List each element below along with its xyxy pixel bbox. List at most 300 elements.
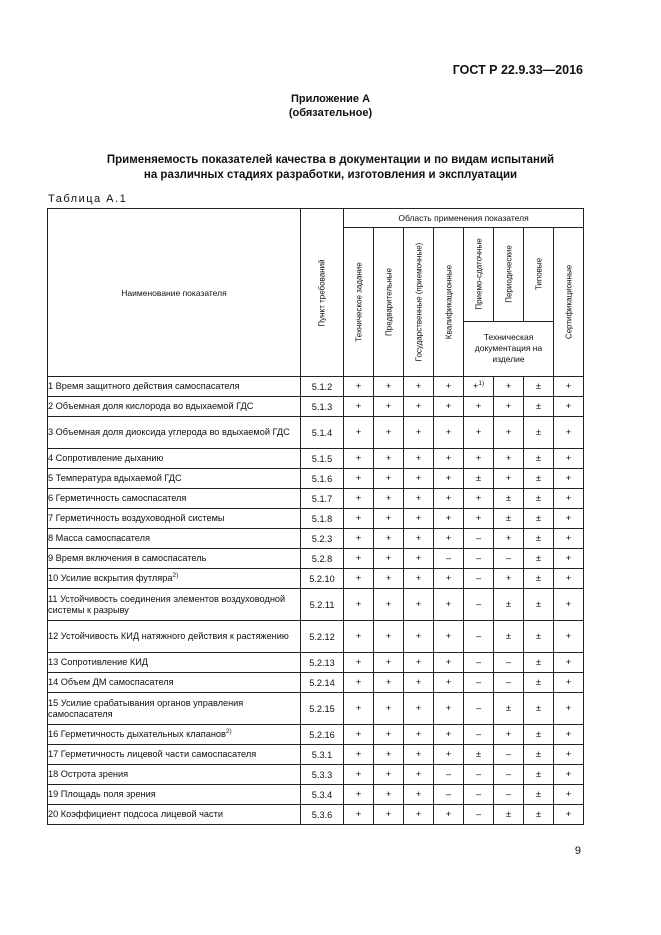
applicability-cell [434, 377, 464, 397]
applicability-cell [434, 509, 464, 529]
applicability-mark: + [415, 631, 422, 642]
table-row [48, 621, 584, 653]
applicability-mark: + [355, 703, 362, 714]
table-body [48, 377, 584, 825]
applicability-mark: – [505, 657, 512, 668]
applicability-cell [464, 805, 494, 825]
applicability-mark: ± [535, 599, 542, 610]
indicator-name-cell [48, 449, 301, 469]
applicability-cell [434, 397, 464, 417]
applicability-mark: ± [505, 599, 512, 610]
applicability-cell [464, 725, 494, 745]
indicator-name: 13 Сопротивление КИД [48, 657, 149, 667]
applicability-cell [374, 449, 404, 469]
applicability-mark: + [445, 473, 452, 484]
applicability-mark: + [445, 513, 452, 524]
applicability-cell [434, 653, 464, 673]
applicability-mark: + [475, 427, 482, 438]
applicability-table [47, 208, 584, 825]
applicability-mark: + [445, 573, 452, 584]
applicability-mark: – [445, 769, 452, 780]
applicability-cell [344, 785, 374, 805]
clause-cell: 5.2.13 [301, 653, 344, 673]
page-title-line-2: на различных стадиях разработки, изготовления и эксплуатации [143, 169, 518, 181]
applicability-cell [434, 589, 464, 621]
applicability-mark: – [475, 809, 482, 820]
applicability-cell [374, 589, 404, 621]
indicator-name: 6 Герметичность самоспасателя [48, 493, 187, 503]
header-col-8-label: Сертификационные [564, 264, 574, 340]
table-row [48, 653, 584, 673]
indicator-name-cell [48, 489, 301, 509]
header-col-4 [434, 228, 464, 377]
applicability-mark: + [565, 533, 572, 544]
indicator-name-cell [48, 569, 301, 589]
applicability-mark: + [445, 729, 452, 740]
applicability-cell [374, 569, 404, 589]
applicability-cell [554, 765, 584, 785]
applicability-mark: + [355, 789, 362, 800]
applicability-cell [524, 569, 554, 589]
applicability-mark: + [565, 427, 572, 438]
applicability-mark: + [385, 427, 392, 438]
table-row [48, 785, 584, 805]
applicability-cell [374, 621, 404, 653]
applicability-cell [464, 397, 494, 417]
indicator-name: 18 Острота зрения [48, 769, 129, 779]
applicability-cell [344, 529, 374, 549]
applicability-mark: + [475, 453, 482, 464]
applicability-cell [524, 529, 554, 549]
applicability-mark: + [505, 381, 512, 392]
applicability-cell [464, 489, 494, 509]
applicability-mark: – [475, 533, 482, 544]
applicability-cell [464, 653, 494, 673]
applicability-mark: + [385, 769, 392, 780]
indicator-name-cell [48, 725, 301, 745]
applicability-cell [554, 529, 584, 549]
applicability-mark: ± [535, 677, 542, 688]
applicability-cell [404, 397, 434, 417]
applicability-cell [344, 569, 374, 589]
applicability-cell [404, 569, 434, 589]
applicability-mark: + [505, 573, 512, 584]
applicability-mark: ± [535, 729, 542, 740]
applicability-cell [494, 725, 524, 745]
applicability-cell [344, 653, 374, 673]
applicability-mark: + [415, 493, 422, 504]
applicability-cell [344, 693, 374, 725]
applicability-cell [554, 489, 584, 509]
applicability-cell [524, 725, 554, 745]
applicability-cell [404, 673, 434, 693]
indicator-name: 4 Сопротивление дыханию [48, 453, 164, 463]
applicability-cell [344, 489, 374, 509]
applicability-mark: + [475, 401, 482, 412]
applicability-mark: ± [535, 381, 542, 392]
applicability-mark: + [445, 533, 452, 544]
applicability-mark: ± [535, 453, 542, 464]
header-application-area: Область применения показателя [344, 209, 584, 228]
applicability-cell [344, 725, 374, 745]
indicator-name-cell [48, 589, 301, 621]
applicability-mark: + [475, 513, 482, 524]
applicability-mark: + [355, 769, 362, 780]
applicability-mark: + [445, 453, 452, 464]
indicator-name-cell [48, 549, 301, 569]
header-col-6 [494, 228, 524, 322]
applicability-mark: – [475, 703, 482, 714]
applicability-mark: + [565, 657, 572, 668]
applicability-cell [464, 469, 494, 489]
applicability-cell [554, 621, 584, 653]
applicability-cell [494, 589, 524, 621]
applicability-mark: ± [535, 493, 542, 504]
applicability-mark: + [355, 677, 362, 688]
applicability-mark: ± [535, 513, 542, 524]
header-indicator-name: Наименование показателя [48, 209, 301, 377]
applicability-cell [374, 469, 404, 489]
applicability-cell [344, 449, 374, 469]
applicability-mark: + [565, 599, 572, 610]
clause-cell: 5.1.7 [301, 489, 344, 509]
applicability-mark: + [445, 703, 452, 714]
applicability-cell [434, 745, 464, 765]
applicability-cell [524, 377, 554, 397]
applicability-cell [374, 693, 404, 725]
applicability-cell [554, 745, 584, 765]
applicability-cell [524, 745, 554, 765]
applicability-mark: + [355, 453, 362, 464]
applicability-mark: + [445, 599, 452, 610]
applicability-mark: – [475, 789, 482, 800]
page-title-line-1: Применяемость показателей качества в документации и по видам испытаний [106, 154, 555, 166]
applicability-cell [494, 569, 524, 589]
applicability-cell [434, 417, 464, 449]
applicability-cell [494, 745, 524, 765]
applicability-mark: – [445, 553, 452, 564]
applicability-cell [524, 397, 554, 417]
indicator-name: 11 Устойчивость соединения элементов воздуховодной системы к разрыву [48, 593, 286, 615]
applicability-cell [404, 377, 434, 397]
applicability-mark: ± [535, 573, 542, 584]
applicability-cell [464, 673, 494, 693]
applicability-cell [404, 509, 434, 529]
applicability-cell [464, 621, 494, 653]
indicator-name-cell [48, 673, 301, 693]
header-col-3-label: Государственные (приемочные) [414, 242, 423, 362]
applicability-mark: + [415, 677, 422, 688]
applicability-mark: + [385, 513, 392, 524]
table-row [48, 469, 584, 489]
applicability-mark: ± [535, 749, 542, 760]
clause-cell: 5.2.8 [301, 549, 344, 569]
page-title [60, 153, 601, 183]
applicability-mark: + [415, 453, 422, 464]
applicability-mark: + [565, 677, 572, 688]
applicability-cell [524, 489, 554, 509]
table-row [48, 489, 584, 509]
applicability-mark: + [385, 631, 392, 642]
indicator-name: 9 Время включения в самоспасатель [48, 553, 207, 563]
applicability-mark: + [385, 703, 392, 714]
applicability-mark: ± [535, 657, 542, 668]
indicator-name: 17 Герметичность лицевой части самоспасателя [48, 749, 257, 759]
clause-cell: 5.2.14 [301, 673, 344, 693]
applicability-cell [434, 621, 464, 653]
applicability-mark: + [415, 769, 422, 780]
indicator-name: 3 Объемная доля диоксида углерода во вдыхаемой ГДС [48, 427, 290, 437]
applicability-mark: + [475, 493, 482, 504]
applicability-cell [554, 785, 584, 805]
applicability-cell [404, 745, 434, 765]
applicability-mark: ± [535, 809, 542, 820]
applicability-mark: + [355, 729, 362, 740]
indicator-name: 19 Площадь поля зрения [48, 789, 156, 799]
applicability-cell [374, 397, 404, 417]
applicability-mark: + [445, 749, 452, 760]
applicability-cell [464, 569, 494, 589]
footnote-marker: 2) [225, 728, 232, 735]
applicability-cell [494, 549, 524, 569]
applicability-mark: + [415, 533, 422, 544]
applicability-mark: + [355, 749, 362, 760]
applicability-cell [344, 745, 374, 765]
applicability-cell [464, 765, 494, 785]
applicability-mark: + [385, 789, 392, 800]
applicability-cell [554, 693, 584, 725]
applicability-cell [434, 549, 464, 569]
applicability-cell [554, 589, 584, 621]
applicability-cell [434, 785, 464, 805]
applicability-mark: + [505, 729, 512, 740]
applicability-cell [554, 397, 584, 417]
applicability-cell [464, 449, 494, 469]
applicability-cell [434, 469, 464, 489]
applicability-cell [554, 549, 584, 569]
indicator-name: 20 Коэффициент подсоса лицевой части [48, 809, 223, 819]
applicability-mark: + [565, 453, 572, 464]
indicator-name: 14 Объем ДМ самоспасателя [48, 677, 174, 687]
applicability-mark: – [505, 749, 512, 760]
clause-cell: 5.2.3 [301, 529, 344, 549]
header-tech-documentation: Техническая документация на изделие [464, 321, 554, 376]
applicability-mark: + [385, 553, 392, 564]
applicability-mark: ± [505, 631, 512, 642]
applicability-cell [494, 529, 524, 549]
applicability-cell [374, 673, 404, 693]
applicability-mark: + [385, 473, 392, 484]
applicability-mark: – [475, 657, 482, 668]
applicability-cell [374, 745, 404, 765]
clause-cell: 5.2.12 [301, 621, 344, 653]
table-row [48, 693, 584, 725]
applicability-cell [374, 377, 404, 397]
applicability-mark: – [505, 677, 512, 688]
applicability-cell [404, 621, 434, 653]
applicability-mark: + [385, 493, 392, 504]
applicability-mark: + [385, 381, 392, 392]
applicability-mark: ± [535, 427, 542, 438]
applicability-mark: + [415, 599, 422, 610]
applicability-cell [494, 653, 524, 673]
applicability-cell [344, 417, 374, 449]
applicability-mark: + [385, 677, 392, 688]
applicability-mark: + [565, 703, 572, 714]
applicability-cell [524, 417, 554, 449]
applicability-cell [524, 653, 554, 673]
applicability-cell [464, 693, 494, 725]
footnote-marker: 2) [172, 572, 179, 579]
applicability-mark: + [565, 513, 572, 524]
applicability-mark: ± [475, 749, 482, 760]
indicator-name: 7 Герметичность воздуховодной системы [48, 513, 225, 523]
applicability-cell [554, 449, 584, 469]
applicability-mark: – [475, 729, 482, 740]
applicability-cell [344, 509, 374, 529]
header-col-8 [554, 228, 584, 377]
indicator-name-cell [48, 745, 301, 765]
applicability-cell [374, 765, 404, 785]
applicability-mark: + [565, 789, 572, 800]
applicability-mark: + [445, 493, 452, 504]
applicability-mark: + [415, 553, 422, 564]
applicability-cell [494, 509, 524, 529]
appendix-heading [0, 92, 661, 120]
applicability-cell [494, 449, 524, 469]
table-row [48, 529, 584, 549]
applicability-cell [554, 377, 584, 397]
applicability-cell [464, 417, 494, 449]
indicator-name-cell [48, 509, 301, 529]
applicability-cell [524, 765, 554, 785]
table-label: Таблица А.1 [48, 193, 128, 205]
applicability-mark: + [445, 809, 452, 820]
table-row [48, 569, 584, 589]
applicability-cell [524, 469, 554, 489]
applicability-mark: + [385, 599, 392, 610]
applicability-cell [464, 377, 494, 397]
table-row [48, 673, 584, 693]
table-row [48, 397, 584, 417]
applicability-mark: + [385, 809, 392, 820]
header-col-1 [344, 228, 374, 377]
applicability-mark: + [355, 657, 362, 668]
indicator-name-cell [48, 765, 301, 785]
indicator-name-cell [48, 397, 301, 417]
applicability-mark: + [355, 381, 362, 392]
applicability-cell [494, 489, 524, 509]
applicability-mark: – [505, 553, 512, 564]
applicability-cell [524, 673, 554, 693]
applicability-cell [464, 529, 494, 549]
applicability-mark: + [565, 769, 572, 780]
applicability-mark: + [415, 657, 422, 668]
applicability-cell [524, 589, 554, 621]
applicability-cell [434, 673, 464, 693]
footnote-marker: 1) [478, 380, 485, 387]
header-col-5 [464, 228, 494, 322]
applicability-cell [404, 693, 434, 725]
indicator-name: 8 Масса самоспасателя [48, 533, 150, 543]
applicability-mark: + [415, 573, 422, 584]
header-col-3 [404, 228, 434, 377]
applicability-cell [344, 765, 374, 785]
applicability-cell [494, 397, 524, 417]
applicability-cell [464, 549, 494, 569]
header-clause [301, 209, 344, 377]
applicability-mark: + [565, 493, 572, 504]
applicability-cell [494, 765, 524, 785]
indicator-name: 2 Объемная доля кислорода во вдыхаемой ГДС [48, 401, 254, 411]
clause-cell: 5.1.3 [301, 397, 344, 417]
applicability-mark: + [505, 533, 512, 544]
applicability-mark: ± [535, 789, 542, 800]
applicability-mark: + [505, 427, 512, 438]
table-row [48, 745, 584, 765]
applicability-cell [404, 469, 434, 489]
applicability-cell [494, 469, 524, 489]
clause-cell: 5.1.5 [301, 449, 344, 469]
applicability-mark: + [565, 381, 572, 392]
appendix-subtitle: (обязательное) [288, 107, 373, 119]
applicability-mark: + [565, 401, 572, 412]
applicability-mark: ± [535, 473, 542, 484]
applicability-cell [344, 469, 374, 489]
applicability-cell [554, 417, 584, 449]
applicability-cell [374, 653, 404, 673]
applicability-mark: ± [535, 401, 542, 412]
applicability-cell [344, 589, 374, 621]
applicability-mark: – [475, 599, 482, 610]
applicability-cell [404, 589, 434, 621]
table-row [48, 509, 584, 529]
applicability-mark: – [475, 769, 482, 780]
applicability-mark: + [385, 573, 392, 584]
applicability-cell [464, 589, 494, 621]
applicability-mark: ± [505, 493, 512, 504]
applicability-cell [434, 449, 464, 469]
applicability-cell [374, 785, 404, 805]
applicability-cell [434, 569, 464, 589]
clause-cell: 5.2.16 [301, 725, 344, 745]
applicability-cell [434, 805, 464, 825]
applicability-mark: + [505, 401, 512, 412]
applicability-cell [524, 785, 554, 805]
applicability-mark: + [445, 381, 452, 392]
indicator-name: 16 Герметичность дыхательных клапанов [48, 729, 226, 739]
applicability-cell [404, 529, 434, 549]
table-header [48, 209, 584, 377]
table-row [48, 377, 584, 397]
applicability-cell [524, 805, 554, 825]
applicability-mark: + [415, 789, 422, 800]
applicability-cell [374, 417, 404, 449]
applicability-mark: + [355, 573, 362, 584]
applicability-cell [344, 397, 374, 417]
applicability-mark: + [565, 749, 572, 760]
applicability-mark: + [415, 809, 422, 820]
applicability-mark: ± [505, 513, 512, 524]
appendix-title: Приложение А [290, 93, 371, 105]
indicator-name-cell [48, 417, 301, 449]
applicability-mark: + [445, 657, 452, 668]
clause-cell: 5.3.6 [301, 805, 344, 825]
clause-cell: 5.2.15 [301, 693, 344, 725]
table-row [48, 449, 584, 469]
applicability-cell [434, 765, 464, 785]
applicability-mark: + [415, 401, 422, 412]
